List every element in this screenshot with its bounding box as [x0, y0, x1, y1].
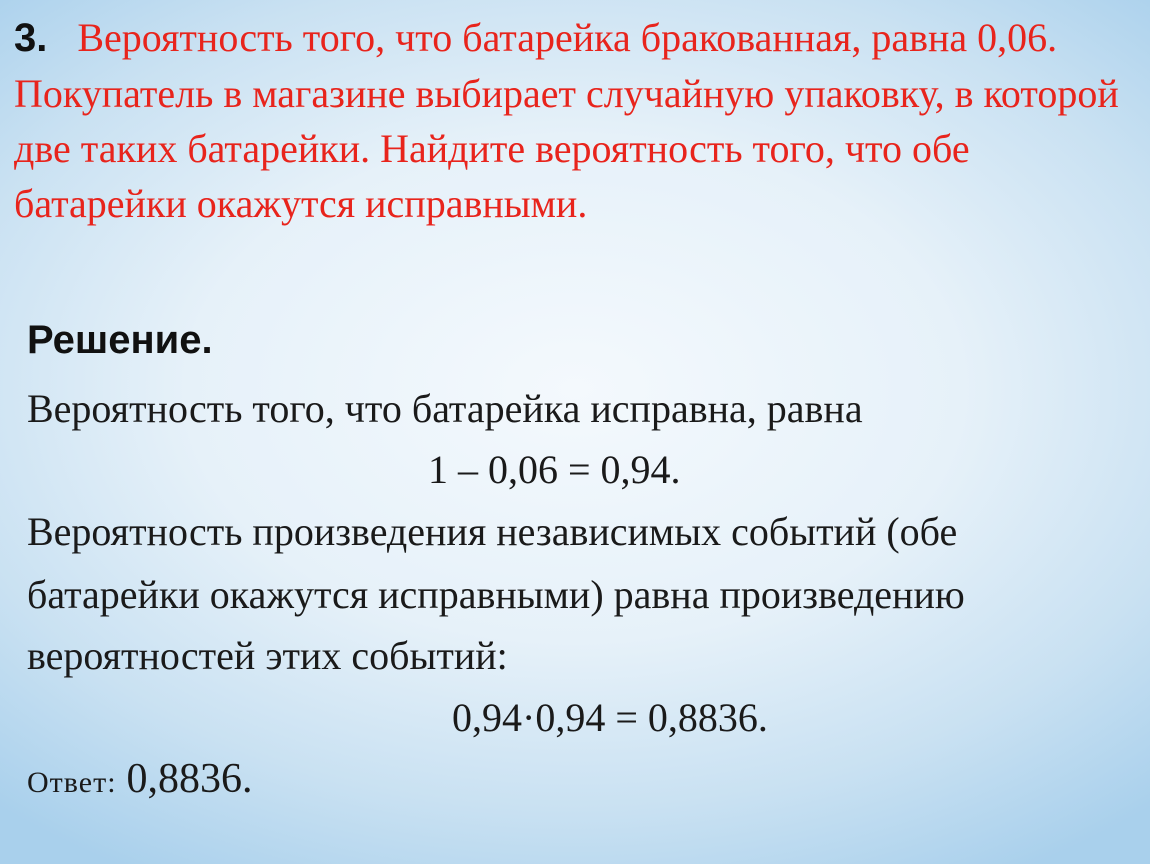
- equation-2: 0,94·0,94 = 0,8836.: [452, 695, 768, 740]
- problem-number: 3.: [14, 16, 48, 60]
- answer: [27, 755, 253, 803]
- solution-line-4: вероятностей этих событий:: [27, 633, 508, 678]
- answer-value: 0,8836.: [126, 756, 253, 802]
- solution-heading: Решение.: [27, 318, 213, 362]
- solution-line-3: батарейки окажутся исправными) равна произведению: [27, 572, 965, 617]
- solution-line-1: Вероятность того, что батарейка исправна, равна: [27, 386, 863, 431]
- solution-line-2: Вероятность произведения независимых событий (обе: [27, 509, 958, 554]
- answer-label: Ответ:: [27, 766, 117, 799]
- problem-text: Вероятность того, что батарейка бракованная, равна 0,06. Покупатель в магазине выбирает случайную упаковку, в которой две таких батарейки. Найдите вероятность того, что обе батарейки окажутся исправными.: [14, 15, 1119, 226]
- problem-statement: [14, 10, 1134, 231]
- equation-1: 1 – 0,06 = 0,94.: [428, 447, 681, 492]
